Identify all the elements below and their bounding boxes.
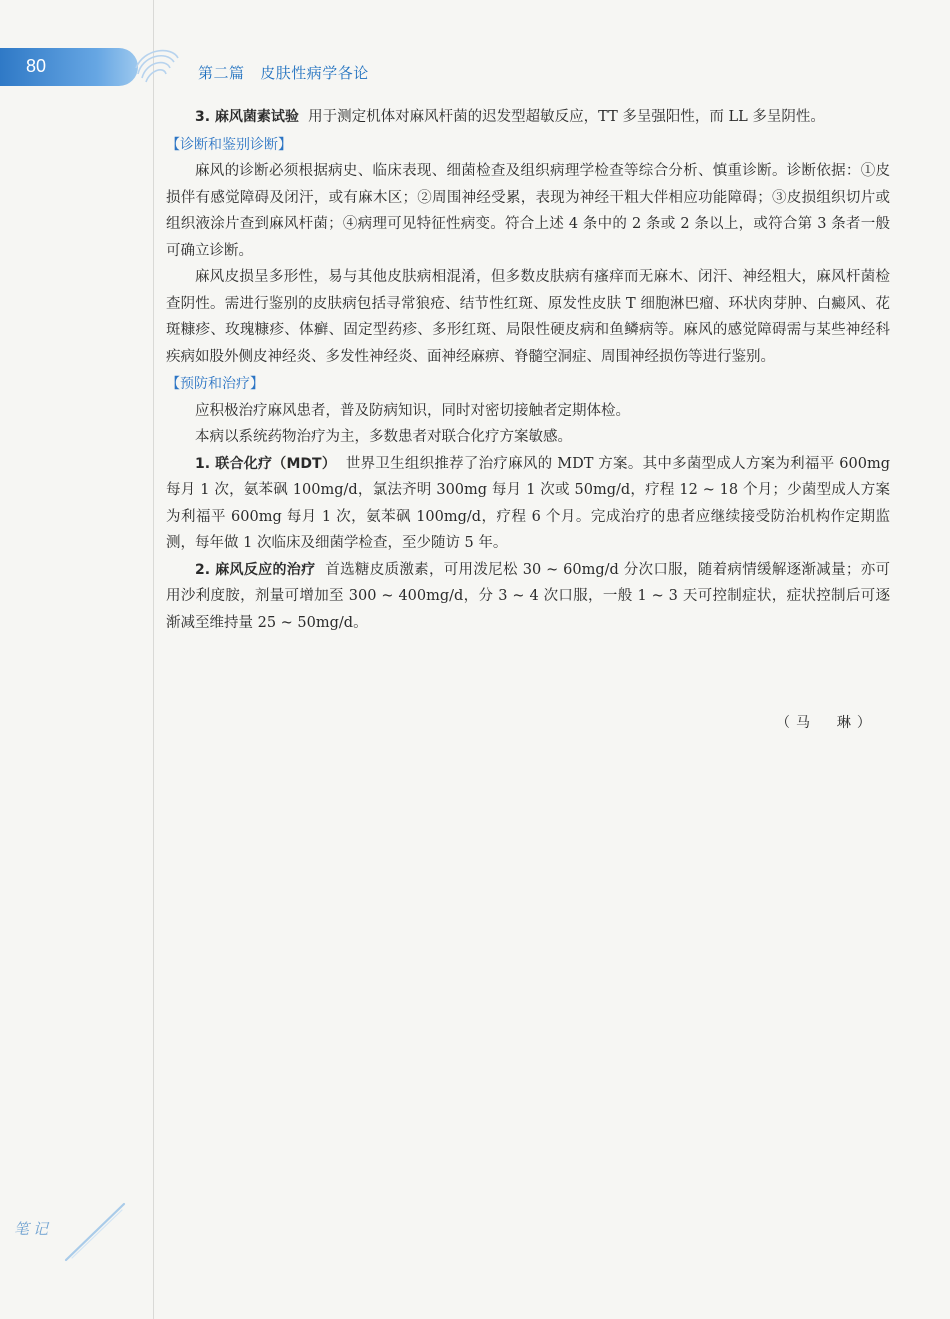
item-heading-reaction-treatment: 2. 麻风反应的治疗 <box>195 561 316 578</box>
chapter-header-title: 第二篇 皮肤性病学各论 <box>198 64 369 82</box>
swirl-decoration-icon <box>132 44 180 90</box>
item-heading-mdt: 1. 联合化疗（MDT） <box>195 455 337 472</box>
paragraph-prevention: 应积极治疗麻风患者，普及防病知识，同时对密切接触者定期体检。 <box>195 402 630 419</box>
paragraph-lepromin-test <box>166 104 890 131</box>
margin-divider <box>153 0 154 1319</box>
item-text-mdt: 世界卫生组织推荐了治疗麻风的 MDT 方案。其中多菌型成人方案为利福平 600mg 每月 1 次，氨苯砜 100mg/d，氯法齐明 300mg 每月 1 次或 50mg/d，疗程 12 ~ 18 个月；少菌型成人方案为利福平 600mg 每月 1 次，氨苯砜 100mg/d，疗程 6 个月。完成治疗的患者应继续接受防治机构作定期监测，每年做 1 次临床及细菌学检查，至少随访 5 年。 <box>166 455 890 551</box>
item-text-lepromin-test: 用于测定机体对麻风杆菌的迟发型超敏反应，TT 多呈强阳性，而 LL 多呈阴性。 <box>308 109 825 125</box>
page-number: 80 <box>26 56 47 76</box>
author-signature: （马 琳） <box>776 715 877 731</box>
notes-margin-label: 笔记 <box>14 1220 53 1238</box>
paragraph-reaction-treatment <box>166 557 890 637</box>
section-heading-diagnosis: 【诊断和鉴别诊断】 <box>166 136 292 153</box>
pen-stroke-icon <box>62 1198 128 1264</box>
paragraph-mdt <box>166 451 890 557</box>
paragraph-diagnosis-criteria: 麻风的诊断必须根据病史、临床表现、细菌检查及组织病理学检查等综合分析、慎重诊断。诊断依据：①皮损伴有感觉障碍及闭汗，或有麻木区；②周围神经受累，表现为神经干粗大伴相应功能障碍；③皮损组织切片或组织液涂片查到麻风杆菌；④病理可见特征性病变。符合上述 4 条中的 2 条或 2 条以上，或符合第 3 条者一般可确立诊断。 <box>166 163 890 259</box>
item-text-reaction-treatment: 首选糖皮质激素，可用泼尼松 30 ~ 60mg/d 分次口服，随着病情缓解逐渐减量；亦可用沙利度胺，剂量可增加至 300 ~ 400mg/d，分 3 ~ 4 次口服，一般 1 ~ 3 天可控制症状，症状控制后可逐渐减至维持量 25 ~ 50mg/d。 <box>166 561 891 631</box>
section-heading-prevention-treatment: 【预防和治疗】 <box>166 376 264 392</box>
paragraph-differential-diagnosis: 麻风皮损呈多形性，易与其他皮肤病相混淆，但多数皮肤病有瘙痒而无麻木、闭汗、神经粗大，麻风杆菌检查阴性。需进行鉴别的皮肤病包括寻常狼疮、结节性红斑、原发性皮肤 T 细胞淋巴瘤、环状肉芽肿、白癜风、花斑糠疹、玫瑰糠疹、体癣、固定型药疹、多形红斑、局限性硬皮病和鱼鳞病等。麻风的感觉障碍需与某些神经科疾病如股外侧皮神经炎、多发性神经炎、面神经麻痹、脊髓空洞症、周围神经损伤等进行鉴别。 <box>166 269 890 365</box>
item-heading-lepromin-test: 3. 麻风菌素试验 <box>195 109 299 125</box>
paragraph-drug-therapy: 本病以系统药物治疗为主，多数患者对联合化疗方案敏感。 <box>195 429 572 445</box>
page-body <box>166 104 890 636</box>
page-number-tab <box>0 48 138 86</box>
